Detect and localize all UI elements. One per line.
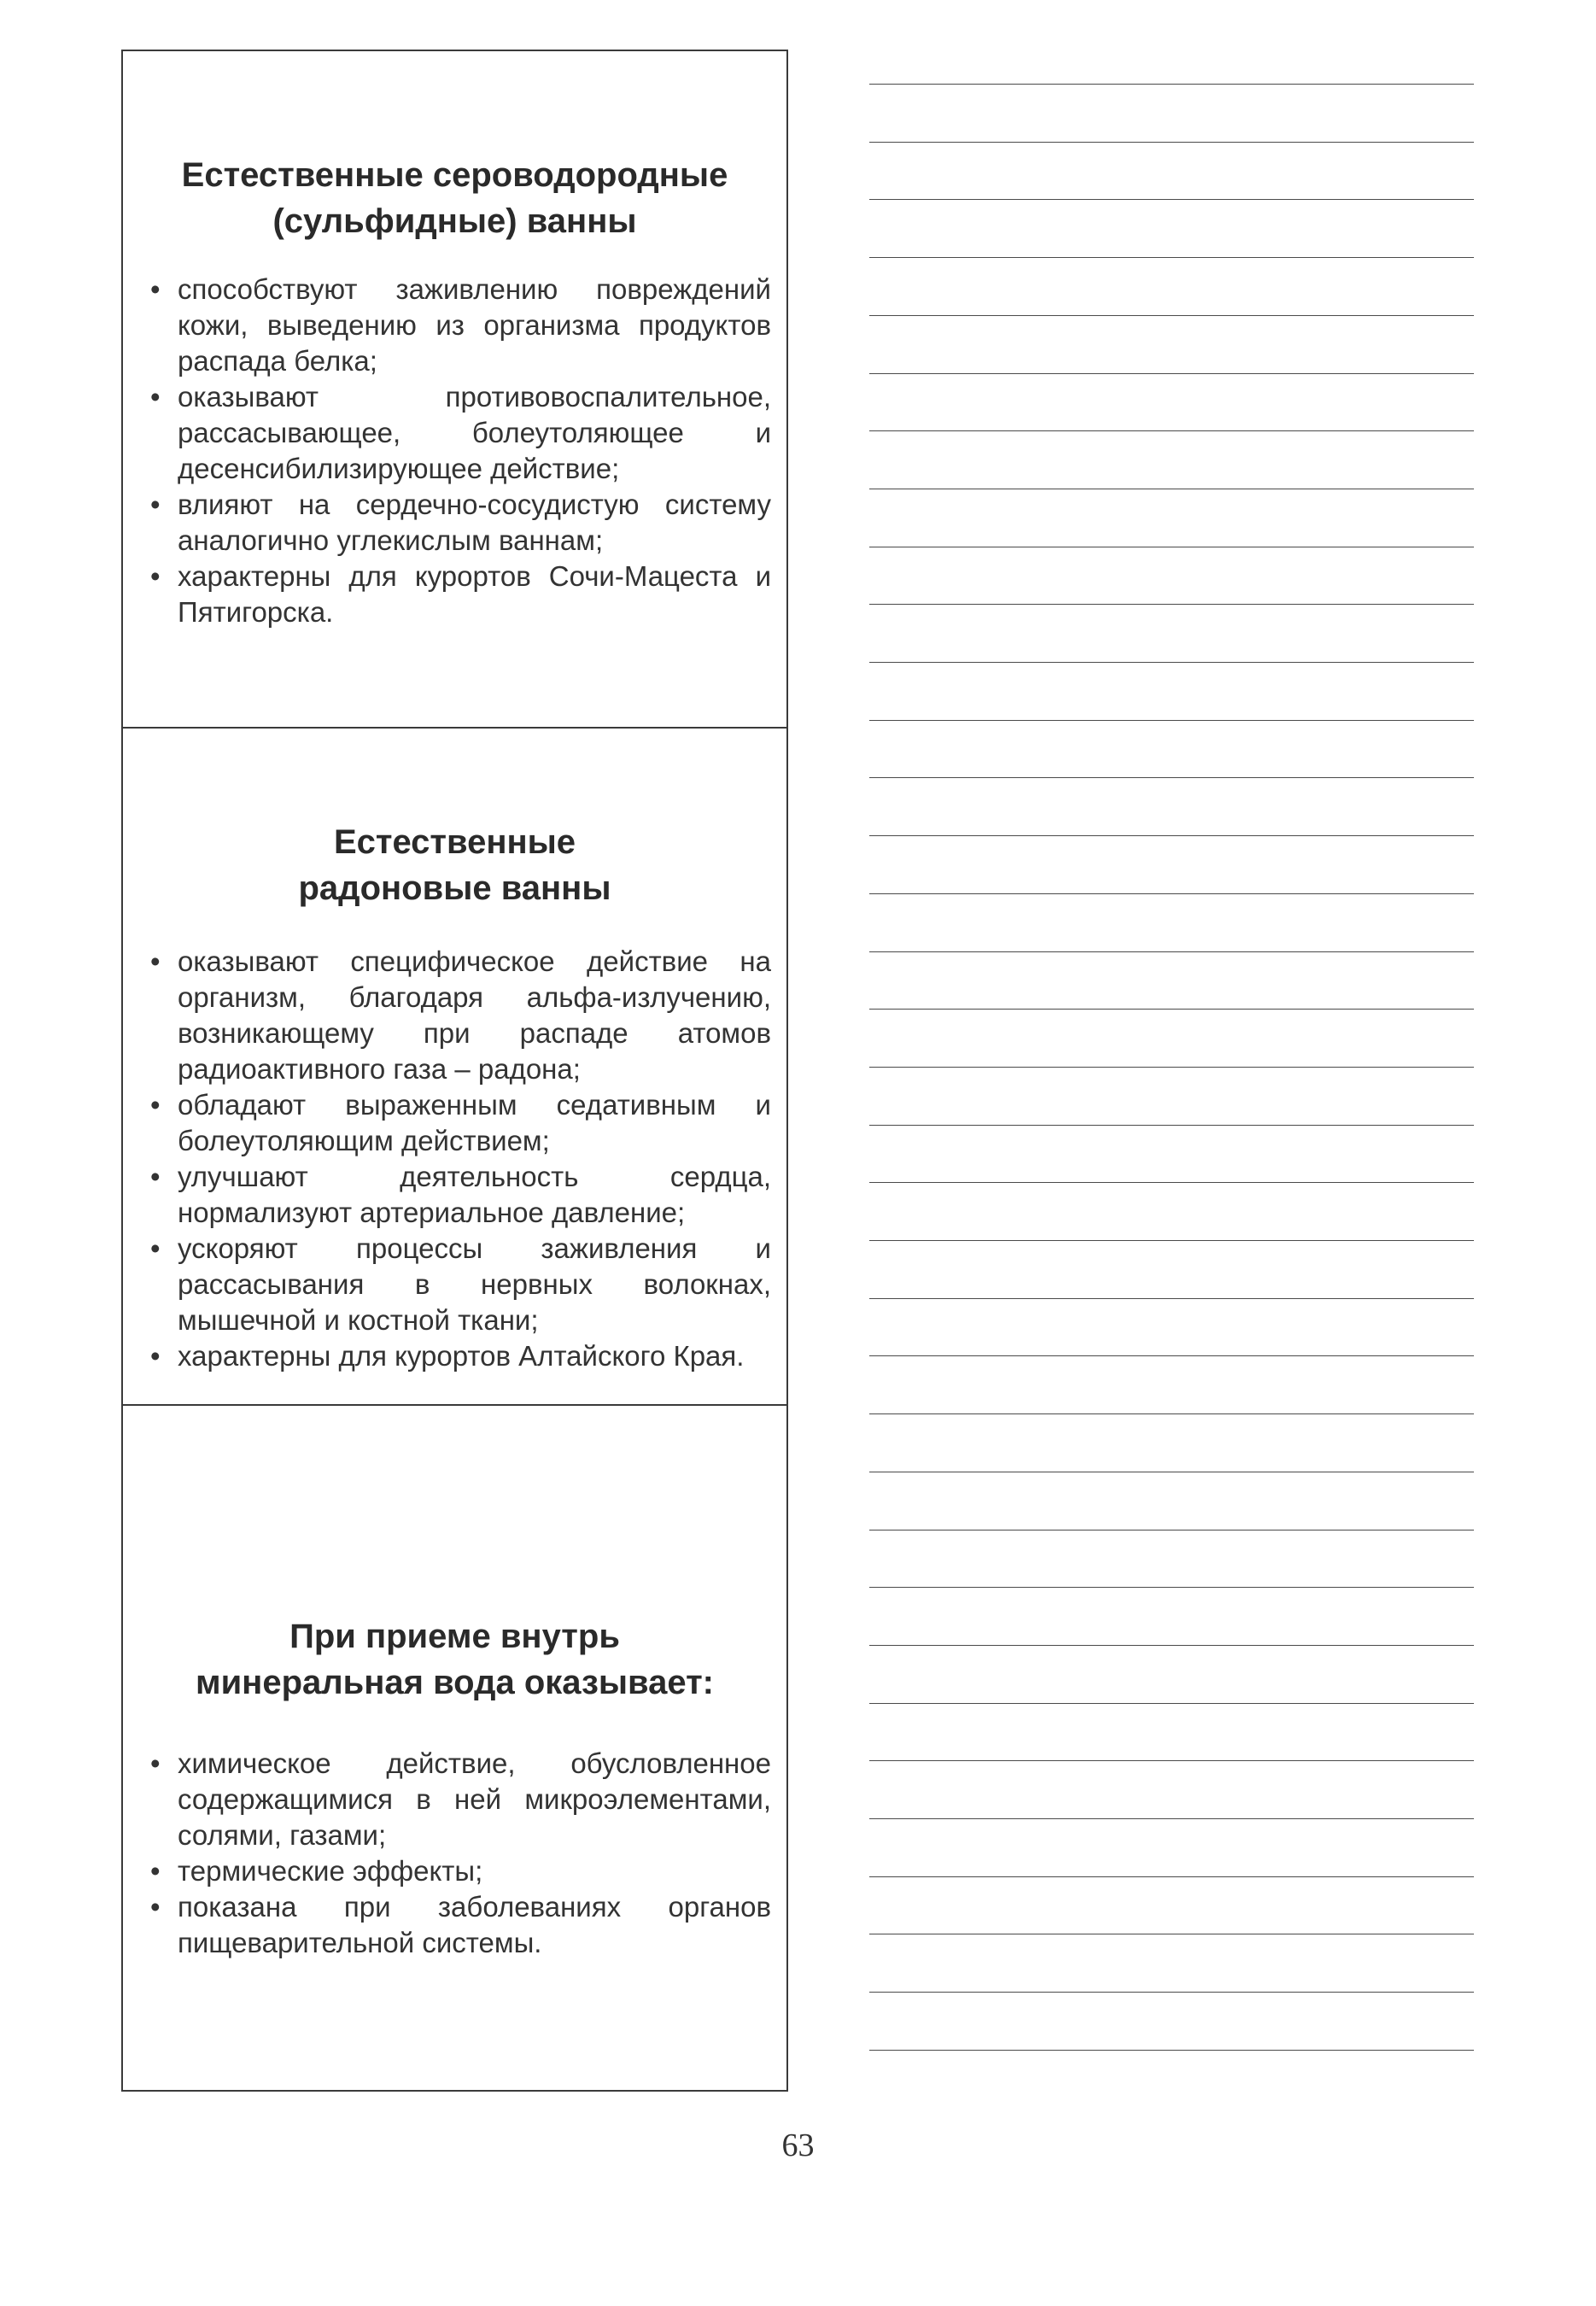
note-line [869, 1182, 1474, 1183]
note-line [869, 1298, 1474, 1299]
list-item-text: влияют на сердечно-сосудистую систему аналогично углекислым ваннам; [178, 489, 771, 556]
note-line [869, 1355, 1474, 1356]
list-item-text: оказывают противовоспалительное, рассасывающее, болеутоляющее и десенсибилизирующее действие; [178, 381, 771, 484]
cards-frame [121, 50, 788, 2092]
note-line [869, 257, 1474, 258]
note-line [869, 1413, 1474, 1414]
card-title [123, 1613, 786, 1706]
note-line [869, 720, 1474, 721]
note-line [869, 835, 1474, 836]
list-item-text: обладают выраженным седативным и болеутоляющим действием; [178, 1089, 771, 1156]
card-hydrogen-sulfide-baths [123, 51, 786, 729]
list-item-text: улучшают деятельность сердца, нормализуют артериальное давление; [178, 1161, 771, 1228]
list-item-text: характерны для курортов Сочи-Мацеста и Пятигорска. [178, 560, 771, 628]
card-mineral-water-intake [123, 1406, 786, 2090]
note-line [869, 1530, 1474, 1531]
bullet-icon: • [150, 1855, 161, 1887]
note-line [869, 199, 1474, 200]
note-line [869, 1876, 1474, 1877]
bullet-list [142, 1746, 771, 1961]
card-title-line: радоновые ванны [298, 869, 611, 907]
note-line [869, 951, 1474, 952]
bullet-icon: • [150, 1891, 161, 1923]
note-line [869, 1703, 1474, 1704]
note-line [869, 1125, 1474, 1126]
note-line [869, 315, 1474, 316]
card-title-line: Естественные [333, 823, 576, 861]
list-item [142, 487, 771, 559]
bullet-icon: • [150, 1747, 161, 1779]
note-line [869, 1587, 1474, 1588]
list-item [142, 1087, 771, 1159]
note-line [869, 604, 1474, 605]
page-number: 63 [781, 2127, 815, 2163]
list-item [142, 1231, 771, 1338]
list-item-text: характерны для курортов Алтайского Края. [178, 1340, 745, 1372]
bullet-icon: • [150, 1232, 161, 1264]
note-line [869, 430, 1474, 431]
note-line [869, 662, 1474, 663]
note-line [869, 1240, 1474, 1241]
bullet-icon: • [150, 1089, 161, 1121]
list-item-text: способствуют заживлению повреждений кожи, выведению из организма продуктов распада белка; [178, 273, 771, 377]
note-line [869, 1992, 1474, 1993]
card-title-line: (сульфидные) ванны [272, 202, 637, 240]
bullet-icon: • [150, 1161, 161, 1192]
card-title [123, 152, 786, 244]
list-item [142, 944, 771, 1087]
bullet-icon: • [150, 945, 161, 977]
list-item [142, 379, 771, 487]
note-line [869, 1760, 1474, 1761]
list-item-text: показана при заболеваниях органов пищеварительной системы. [178, 1891, 771, 1958]
card-title [123, 819, 786, 911]
note-line [869, 777, 1474, 778]
list-item [142, 1159, 771, 1231]
note-line [869, 1645, 1474, 1646]
list-item [142, 1889, 771, 1961]
bullet-icon: • [150, 273, 161, 305]
list-item-text: ускоряют процессы заживления и рассасывания в нервных волокнах, мышечной и костной ткани; [178, 1232, 771, 1336]
bullet-icon: • [150, 1340, 161, 1372]
note-line [869, 1818, 1474, 1819]
note-line [869, 893, 1474, 894]
list-item-text: оказывают специфическое действие на организм, благодаря альфа-излучению, возникающему при распаде атомов радиоактивного газа – радона; [178, 945, 771, 1085]
note-line [869, 142, 1474, 143]
list-item [142, 1853, 771, 1889]
bullet-icon: • [150, 560, 161, 592]
card-title-line: При приеме внутрь [289, 1618, 620, 1655]
list-item [142, 1746, 771, 1853]
list-item [142, 1338, 771, 1374]
note-line [869, 373, 1474, 374]
card-title-line: Естественные сероводородные [181, 156, 728, 194]
note-line [869, 84, 1474, 85]
list-item-text: термические эффекты; [178, 1855, 483, 1887]
card-radon-baths [123, 729, 786, 1406]
bullet-icon: • [150, 489, 161, 520]
list-item [142, 272, 771, 379]
card-title-line: минеральная вода оказывает: [195, 1664, 714, 1701]
list-item-text: химическое действие, обусловленное содержащимися в ней микроэлементами, солями, газами; [178, 1747, 771, 1851]
bullet-icon: • [150, 381, 161, 413]
note-line [869, 1067, 1474, 1068]
note-line [869, 2050, 1474, 2051]
bullet-list [142, 944, 771, 1374]
note-lines-area [869, 84, 1474, 2074]
bullet-list [142, 272, 771, 630]
note-line [869, 1009, 1474, 1010]
list-item [142, 559, 771, 630]
